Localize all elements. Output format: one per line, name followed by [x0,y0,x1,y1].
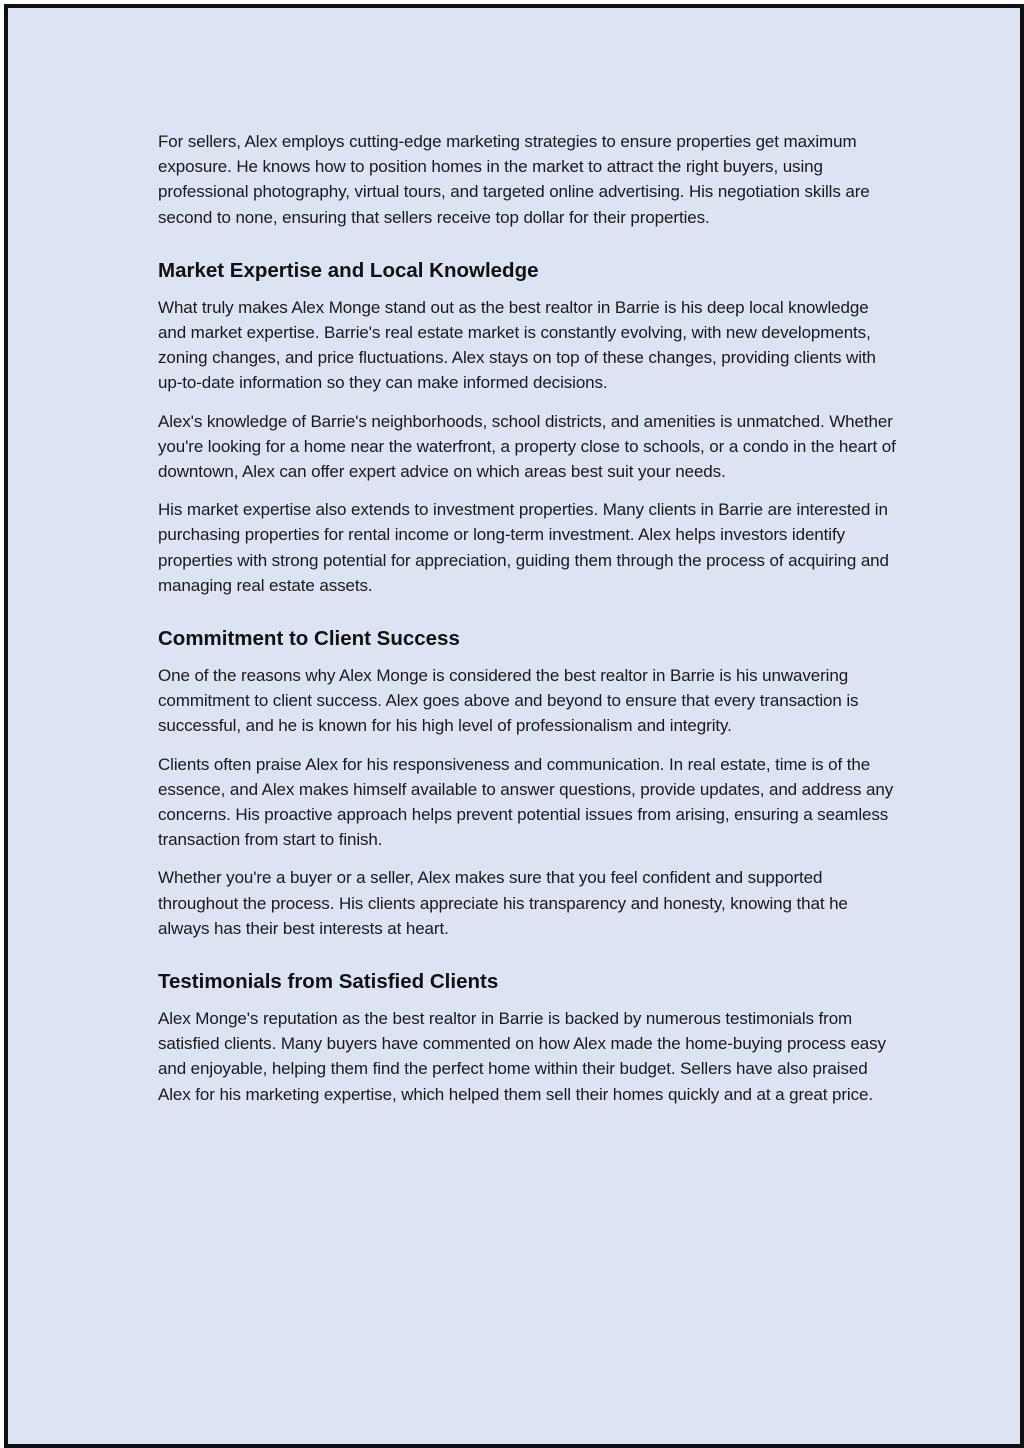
section-paragraph: Alex's knowledge of Barrie's neighborhoods, school districts, and amenities is unmatched. Whether you're looking for a home near the waterfront, a property close to schools, or a condo in the heart of downtown, Alex can offer expert advice on which areas best suit your needs. [158,411,896,482]
section-heading: Testimonials from Satisfied Clients [158,970,499,994]
intro-paragraph: For sellers, Alex employs cutting-edge marketing strategies to ensure properties get maximum exposure. He knows how to position homes in the market to attract the right buyers, using professional photography, virtual tours, and targeted online advertising. His negotiation skills are second to none, ensuring that sellers receive top dollar for their properties. [158,132,870,227]
document-page [4,4,1024,1448]
section-testimonials [158,968,898,1107]
section-heading: Market Expertise and Local Knowledge [158,258,539,282]
section-paragraph: Whether you're a buyer or a seller, Alex makes sure that you feel confident and supported throughout the process. His clients appreciate his transparency and honesty, knowing that he always has their best interests at heart. [158,868,848,938]
section-paragraph: Clients often praise Alex for his responsiveness and communication. In real estate, time is of the essence, and Alex makes himself available to answer questions, provide updates, and address any concerns. His proactive approach helps prevent potential issues from arising, ensuring a seamless transaction from start to finish. [158,754,894,850]
section-market-expertise [158,257,898,598]
document-body [158,129,898,1120]
section-paragraph: His market expertise also extends to investment properties. Many clients in Barrie are interested in purchasing properties for rental income or long-term investment. Alex helps investors identify properties with strong potential for appreciation, guiding them through the process of acquiring and managing real estate assets. [158,500,889,595]
section-paragraph: What truly makes Alex Monge stand out as the best realtor in Barrie is his deep local knowledge and market expertise. Barrie's real estate market is constantly evolving, with new developments, zoning changes, and price fluctuations. Alex stays on top of these changes, providing clients with up-to-date information so they can make informed decisions. [158,297,876,393]
section-heading: Commitment to Client Success [158,627,460,651]
section-paragraph: One of the reasons why Alex Monge is considered the best realtor in Barrie is his unwavering commitment to client success. Alex goes above and beyond to ensure that every transaction is successful, and he is known for his high level of professionalism and integrity. [158,666,859,736]
section-paragraph: Alex Monge's reputation as the best realtor in Barrie is backed by numerous testimonials from satisfied clients. Many buyers have commented on how Alex made the home-buying process easy and enjoyable, helping them find the perfect home within their budget. Sellers have also praised Alex for his marketing expertise, which helped them sell their homes quickly and at a great price. [158,1009,886,1104]
section-client-success [158,625,898,941]
